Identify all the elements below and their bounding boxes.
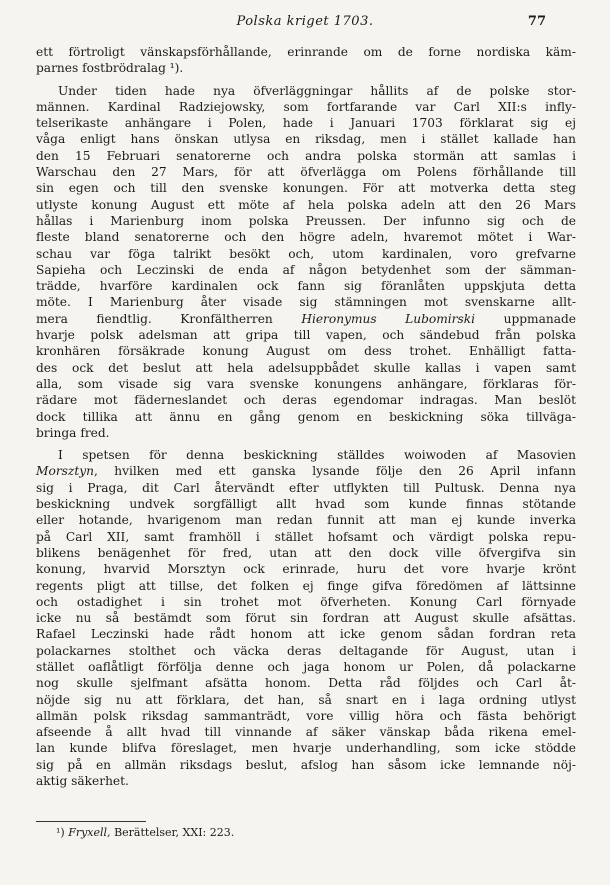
text-line: sig i Praga, dit Carl återvändt efter utflykten till Pultusk. Denna nya — [36, 480, 576, 495]
text-line: hållas i Marienburg inom polska Preussen. Der infunno sig och de — [36, 213, 576, 228]
text-line: Under tiden hade nya öfverläggningar hållits af de polske stor- — [58, 83, 576, 98]
text-line: aktig säkerhet. — [36, 774, 129, 789]
text-line: sin egen och till den svenske konungen. För att motverka detta steg — [36, 181, 576, 196]
paragraph — [36, 447, 576, 789]
text-line: på Carl XII, samt framhöll i stället hofsamt och värdigt polska repu- — [36, 529, 576, 544]
page-number: 77 — [527, 14, 546, 29]
text-line: och ostadighet i sin trohet mot öfverheten. Konung Carl förnyade — [36, 594, 576, 609]
text-line: möte. I Marienburg åter visade sig stämningen mot svenskarne allt- — [36, 295, 576, 310]
text-line: nog skulle sjelfmant afsätta honom. Detta råd följdes och Carl åt- — [36, 676, 576, 691]
text-line: nöjde sig nu att förklara, det han, så snart en i laga ordning utlyst — [36, 692, 576, 707]
text-line: parnes fostbrödralag ¹). — [36, 61, 184, 76]
text-line: regents pligt att tillse, det folken ej finge gifva föredömen af lättsinne — [36, 578, 576, 593]
text-line: eller hotande, hvarigenom man redan funnit att man ej kunde inverka — [36, 513, 576, 528]
text-line: icke nu så bestämdt som förut sin fordran att August skulle afsättas. — [36, 611, 576, 626]
text-line: sig på en allmän riksdags beslut, afslog han såsom icke lemnande nöj- — [36, 757, 576, 772]
text-line: polackarnes stolthet och väcka deras deltagande för August, utan i — [36, 643, 576, 658]
text-line: konung, hvarvid Morsztyn ock erinrade, huru det vore hvarje krönt — [36, 562, 576, 577]
text-line: bringa fred. — [36, 425, 110, 440]
running-head — [30, 14, 580, 38]
text-line: Warschau den 27 Mars, för att öfverlägga om Polens förhållande till — [36, 165, 576, 180]
text-line: beskickning undvek sorgfälligt allt hvad som kunde finnas stötande — [36, 497, 576, 512]
footnote-author: Fryxell, — [68, 826, 111, 839]
text-line: hvarje polsk adelsman att gripa till vapen, och sändebud från polska — [36, 328, 576, 343]
text-line: den 15 Februari senatorerne och andra polska stormän att samlas i — [36, 148, 576, 163]
footnote-rule — [36, 821, 146, 822]
text-line: mera fiendtlig. Kronfältherren Hieronymus Lubomirski uppmanade — [36, 311, 577, 326]
text-line: fleste bland senatorerne och den högre adeln, hvaremot mötet i War- — [36, 230, 576, 245]
text-line: I spetsen för denna beskickning ställdes woiwoden af Masovien — [58, 448, 576, 463]
text-line: Sapieha och Leczinski de enda af någon betydenhet som der sämman- — [36, 262, 576, 277]
footnote-marker: ¹) — [56, 826, 65, 839]
text-line: ett förtroligt vänskapsförhållande, erinrande om de forne nordiska käm- — [36, 45, 576, 59]
text-line: alla, som visade sig vara svenske konungens anhängare, förklaras för- — [36, 376, 576, 391]
body-text — [36, 44, 576, 789]
text-line: Rafael Leczinski hade rådt honom att icke genom sådan fordran reta — [36, 627, 576, 642]
text-line: des ock det beslut att hela adelsuppbådet skulle kallas i vapen samt — [36, 360, 576, 375]
text-line: afseende å allt hvad till vinnande af säker vänskap båda rikena emel- — [36, 725, 576, 740]
text-line: männen. Kardinal Radziejowsky, som fortfarande var Carl XII:s infly- — [36, 99, 576, 114]
running-title: Polska kriget 1703. — [236, 14, 374, 29]
text-line: allmän polsk riksdag sammanträdt, vore villig höra och fästa behörigt — [36, 708, 576, 723]
text-line: blikens benägenhet för fred, utan att den dock ville öfvergifva sin — [36, 545, 576, 560]
text-line: Morsztyn, hvilken med ett ganska lysande följe den 26 April infann — [36, 464, 576, 479]
footnote-source: Berättelser, XXI: 223. — [114, 826, 235, 839]
text-line: lan kunde blifva föreslaget, men hvarje underhandling, som icke stödde — [36, 741, 576, 756]
italic-name: Hieronymus Lubomirski — [301, 311, 476, 326]
text-line: kronhären försäkrade konung August om dess trohet. Enhälligt fatta- — [36, 344, 576, 359]
text-line: utlyste konung August ett möte af hela polska adeln att den 26 Mars — [36, 197, 576, 212]
text-line: stället oaflåtligt förfölja denne och jaga honom ur Polen, då polackarne — [36, 659, 576, 674]
text-line: telserikaste anhängare i Polen, hade i Januari 1703 förklarat sig ej — [36, 116, 576, 131]
text-line: schau var föga talrikt besökt och, utom kardinalen, voro grefvarne — [36, 246, 576, 261]
text-line: rädare mot fäderneslandet och deras egendomar indragas. Man beslöt — [36, 393, 576, 408]
paragraph — [36, 44, 576, 77]
text-line: våga enligt hans önskan utlysa en riksdag, men i stället kallade han — [36, 132, 576, 147]
italic-name: Morsztyn — [36, 464, 94, 479]
text-line: trädde, hvarföre kardinalen ock fann sig föranlåten uppskjuta detta — [36, 279, 576, 294]
footnote — [56, 826, 234, 839]
text-line: dock tillika att ännu en gång genom en beskickning söka tillväga- — [36, 409, 576, 424]
paragraph — [36, 83, 576, 442]
